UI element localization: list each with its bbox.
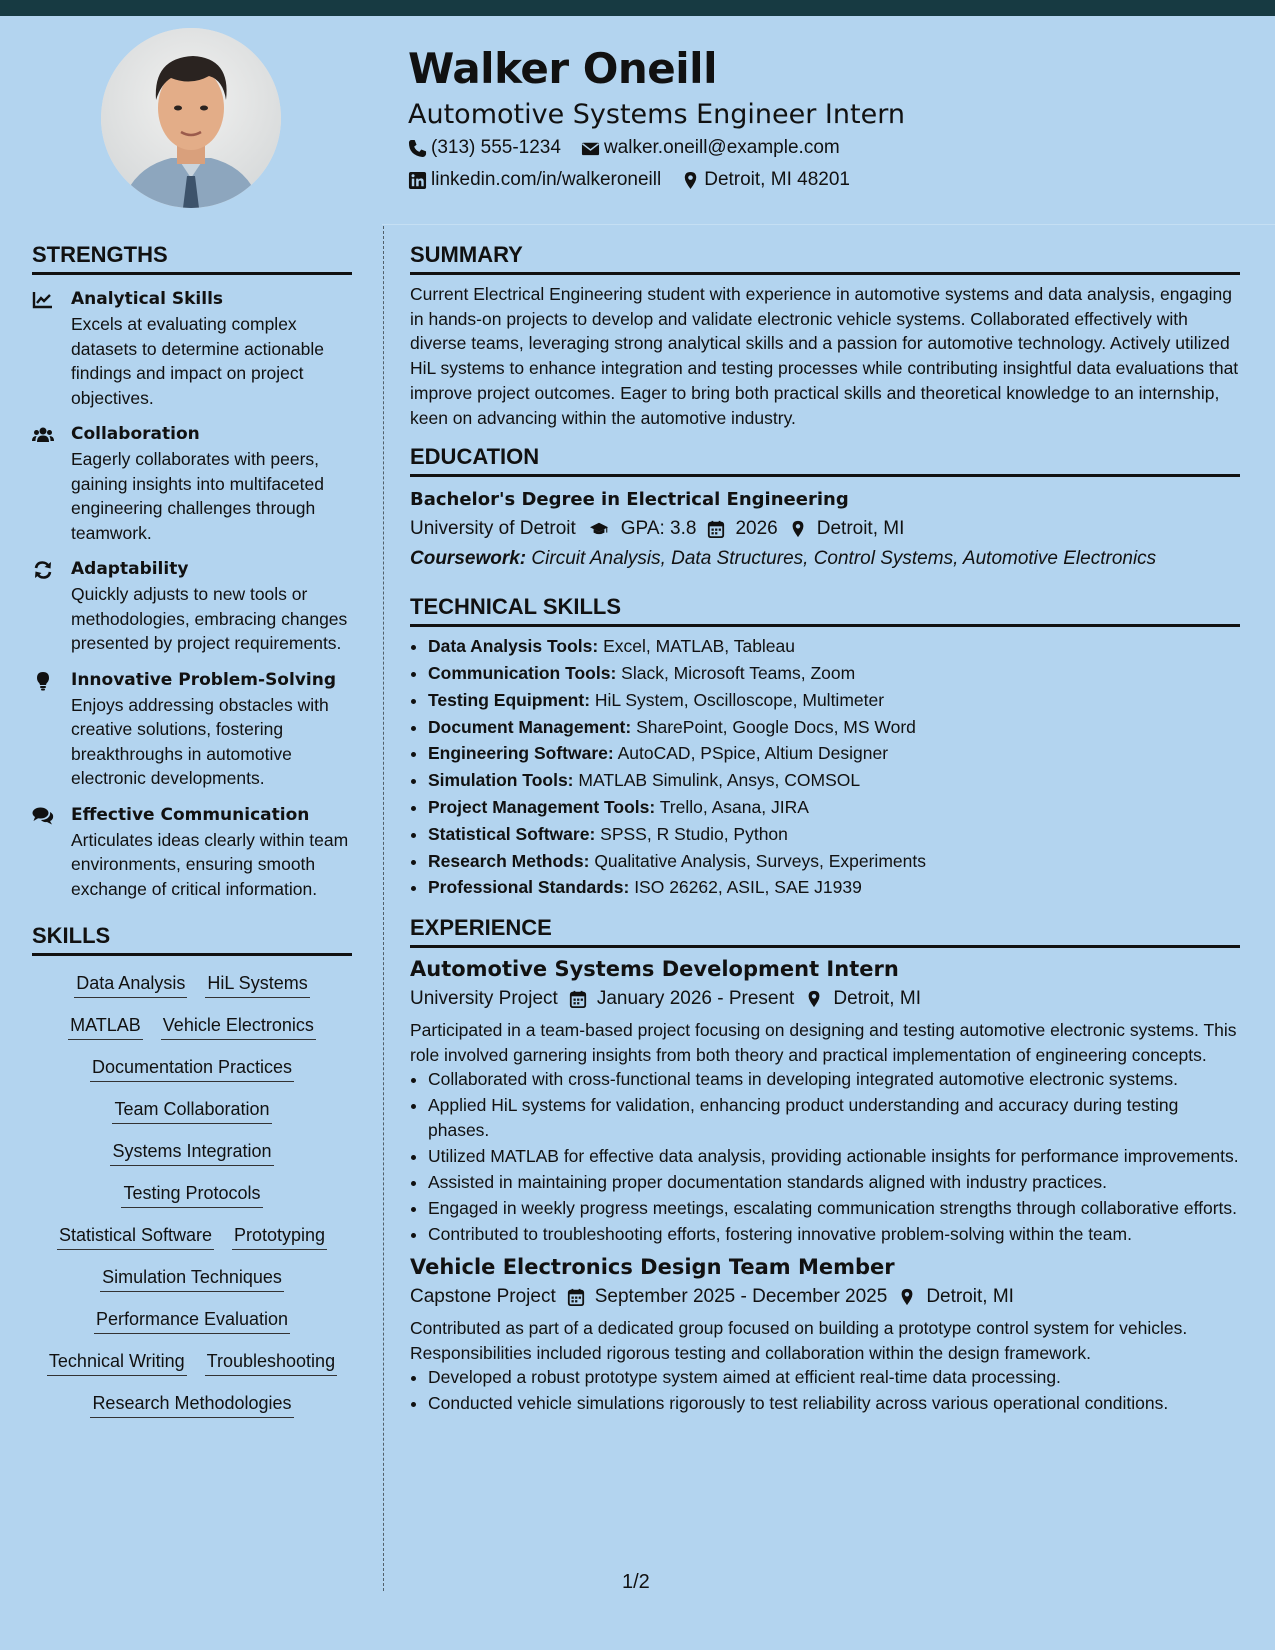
- list-item: [428, 660, 1240, 687]
- tech-skill-value: SPSS, R Studio, Python: [600, 823, 788, 844]
- strength-desc: Quickly adjusts to new tools or methodologies, embracing changes presented by project requirements.: [71, 584, 348, 653]
- tech-skill-value: Trello, Asana, JIRA: [659, 797, 809, 817]
- map-marker-icon: [789, 520, 807, 538]
- map-marker-icon: [681, 171, 700, 190]
- email: [581, 132, 840, 164]
- list-item: [428, 740, 1240, 767]
- phone: [408, 132, 561, 164]
- list-item: [428, 633, 1240, 660]
- skill-tag: Documentation Practices: [90, 1054, 294, 1082]
- skill-tag: Technical Writing: [47, 1348, 187, 1376]
- tech-skill-label: Project Management Tools:: [428, 797, 656, 817]
- tech-skill-value: SharePoint, Google Docs, MS Word: [636, 716, 916, 737]
- grad-year: 2026: [735, 518, 778, 540]
- strength-item: [32, 803, 352, 902]
- page-number: 1/2: [622, 1571, 650, 1593]
- calendar-icon: [707, 520, 725, 538]
- tech-skill-value: AutoCAD, PSpice, Altium Designer: [617, 743, 889, 764]
- contact-row-2: [408, 164, 1228, 196]
- skill-tag: Systems Integration: [110, 1138, 273, 1166]
- list-item: • Developed a robust prototype system aimed at efficient real-time data processing.: [428, 1365, 1240, 1390]
- calendar-icon: [567, 1288, 585, 1306]
- tech-skill-label: Research Methods:: [428, 850, 590, 871]
- coursework-list: Circuit Analysis, Data Structures, Control Systems, Automotive Electronics: [531, 548, 1157, 570]
- list-item: [428, 874, 1240, 901]
- skill-tag: Statistical Software: [57, 1222, 214, 1250]
- strength-desc: Eagerly collaborates with peers, gaining insights into multifaceted engineering challenges through teamwork.: [71, 449, 324, 543]
- graduation-cap-icon: [587, 520, 611, 538]
- skill-tag: Data Analysis: [74, 970, 187, 998]
- tech-skill-label: Simulation Tools:: [428, 770, 574, 791]
- strength-title: Effective Communication: [71, 804, 310, 825]
- strengths-heading: STRENGTHS: [32, 240, 352, 275]
- linkedin-link[interactable]: linkedin.com/in/walkeroneill: [431, 169, 662, 190]
- education-heading: EDUCATION: [410, 442, 1240, 477]
- phone-number[interactable]: (313) 555-1234: [431, 137, 561, 158]
- strength-desc: Enjoys addressing obstacles with creative solutions, fostering breakthroughs in automotive electronic developments.: [71, 694, 329, 788]
- school: University of Detroit: [410, 518, 576, 540]
- summary-heading: SUMMARY: [410, 240, 1240, 275]
- strength-item: [32, 287, 352, 410]
- list-item: • Collaborated with cross-functional teams in developing integrated automotive electronic systems.: [428, 1067, 1240, 1092]
- position-title: Vehicle Electronics Design Team Member: [410, 1255, 895, 1280]
- skill-tag: Prototyping: [232, 1222, 327, 1250]
- map-marker-icon: [898, 1288, 916, 1306]
- tech-skill-value: HiL System, Oscilloscope, Multimeter: [594, 689, 885, 710]
- skill-tag: Testing Protocols: [121, 1180, 262, 1208]
- technical-skills-heading: TECHNICAL SKILLS: [410, 592, 1240, 627]
- skill-tag: Vehicle Electronics: [161, 1012, 316, 1040]
- organization: University Project: [410, 988, 558, 1010]
- skill-tag: Team Collaboration: [112, 1096, 271, 1124]
- position-description: Participated in a team-based project focusing on designing and testing automotive electronic systems. This role involved garnering insights from both theory and practical implementation of engineering concepts.: [410, 1020, 1237, 1065]
- tech-skill-value: Qualitative Analysis, Surveys, Experiments: [594, 850, 926, 871]
- comments-icon: [32, 806, 54, 826]
- tech-skill-label: Data Analysis Tools:: [428, 636, 599, 657]
- tech-skill-label: Statistical Software:: [428, 823, 596, 844]
- degree: Bachelor's Degree in Electrical Engineering: [410, 489, 849, 511]
- strength-title: Adaptability: [71, 559, 189, 579]
- header: [408, 40, 1228, 196]
- skills-list: [32, 970, 352, 1418]
- tech-skill-label: Document Management:: [428, 716, 632, 737]
- coursework-label: Coursework:: [410, 548, 527, 570]
- candidate-name: Walker Oneill: [408, 44, 717, 93]
- dates: January 2026 - Present: [596, 988, 795, 1010]
- column-divider: [383, 226, 384, 1591]
- strength-desc: Excels at evaluating complex datasets to determine actionable findings and impact on project objectives.: [71, 314, 324, 408]
- dates: September 2025 - December 2025: [594, 1286, 888, 1308]
- gpa: GPA: 3.8: [620, 518, 697, 540]
- list-item: • Conducted vehicle simulations rigorously to test reliability across various operational conditions.: [428, 1391, 1240, 1416]
- position-bullets: [410, 1365, 1240, 1416]
- lightbulb-icon: [32, 671, 54, 691]
- map-marker-icon: [805, 990, 823, 1008]
- skill-tag: MATLAB: [68, 1012, 143, 1040]
- experience-heading: EXPERIENCE: [410, 913, 1240, 948]
- list-item: • Engaged in weekly progress meetings, escalating communication strengths through collaborative efforts.: [428, 1196, 1240, 1221]
- linkedin-icon: [408, 171, 427, 190]
- education-meta: [410, 514, 1240, 544]
- skill-tag: Troubleshooting: [205, 1348, 337, 1376]
- list-item: [428, 821, 1240, 848]
- tech-skill-label: Communication Tools:: [428, 663, 617, 684]
- location: [681, 164, 850, 196]
- tech-skill-value: Slack, Microsoft Teams, Zoom: [621, 663, 856, 684]
- school-location: Detroit, MI: [816, 518, 905, 540]
- skill-tag: Performance Evaluation: [94, 1306, 290, 1334]
- position-location: Detroit, MI: [833, 988, 921, 1010]
- strength-title: Analytical Skills: [71, 289, 224, 309]
- contact-row-1: [408, 132, 1228, 164]
- technical-skills-list: [410, 633, 1240, 901]
- coursework: [410, 544, 1240, 574]
- chart-line-icon: [32, 290, 54, 310]
- left-column: [32, 240, 352, 1432]
- position-location: Detroit, MI: [926, 1286, 1014, 1308]
- strength-item: [32, 668, 352, 791]
- strength-title: Innovative Problem-Solving: [71, 669, 336, 690]
- position-bullets: [410, 1067, 1240, 1246]
- skill-tag: HiL Systems: [205, 970, 309, 998]
- calendar-icon: [569, 990, 587, 1008]
- email-link[interactable]: walker.oneill@example.com: [603, 137, 840, 158]
- envelope-icon: [581, 139, 600, 158]
- header-divider: [382, 224, 1275, 225]
- tech-skill-label: Engineering Software:: [428, 743, 614, 764]
- users-icon: [32, 425, 54, 445]
- tech-skill-value: Excel, MATLAB, Tableau: [603, 636, 796, 657]
- skill-tag: Simulation Techniques: [100, 1264, 284, 1292]
- right-column: [410, 240, 1240, 1417]
- position-title: Automotive Systems Development Intern: [410, 957, 899, 982]
- tech-skill-value: ISO 26262, ASIL, SAE J1939: [634, 877, 862, 898]
- list-item: [428, 848, 1240, 875]
- list-item: • Assisted in maintaining proper documentation standards aligned with industry practices.: [428, 1170, 1240, 1195]
- location-text: Detroit, MI 48201: [704, 169, 850, 190]
- list-item: [428, 767, 1240, 794]
- top-bar: [0, 0, 1275, 16]
- list-item: • Contributed to troubleshooting efforts, fostering innovative problem-solving within the team.: [428, 1222, 1240, 1247]
- skills-heading: SKILLS: [32, 921, 352, 956]
- job-title: Automotive Systems Engineer Intern: [408, 99, 905, 130]
- tech-skill-value: MATLAB Simulink, Ansys, COMSOL: [578, 770, 861, 791]
- position-meta: [410, 984, 1240, 1014]
- phone-icon: [408, 139, 427, 158]
- strength-title: Collaboration: [71, 424, 200, 444]
- tech-skill-label: Professional Standards:: [428, 877, 630, 898]
- linkedin: [408, 164, 661, 196]
- summary-text: Current Electrical Engineering student with experience in automotive systems and data analysis, engaging in hands-on projects to develop and validate electronic vehicle systems. Collaborated effectively with diverse teams, leveraging strong analytical skills and a passion for automotive technology. Actively utilized HiL systems to enhance integration and testing processes while contributing insightful data evaluations that improve project outcomes. Eager to bring both practical skills and theoretical knowledge to an internship, keen on advancing within the automotive industry.: [410, 284, 1239, 428]
- list-item: [428, 687, 1240, 714]
- position-description: Contributed as part of a dedicated group focused on building a prototype control system for vehicles. Responsibilities included rigorous testing and collaboration within the design framework.: [410, 1318, 1188, 1363]
- list-item: • Utilized MATLAB for effective data analysis, providing actionable insights for performance improvements.: [428, 1144, 1240, 1169]
- strength-item: [32, 422, 352, 545]
- list-item: [428, 714, 1240, 741]
- profile-photo: [101, 28, 281, 208]
- sync-icon: [32, 560, 54, 580]
- list-item: • Applied HiL systems for validation, enhancing product understanding and accuracy during testing phases.: [428, 1093, 1240, 1142]
- strength-item: [32, 557, 352, 656]
- tech-skill-label: Testing Equipment:: [428, 689, 591, 710]
- experience-entry: [410, 1252, 1240, 1416]
- list-item: [428, 794, 1240, 821]
- experience-entry: [410, 954, 1240, 1246]
- position-meta: [410, 1282, 1240, 1312]
- strength-desc: Articulates ideas clearly within team environments, ensuring smooth exchange of critical information.: [71, 829, 349, 899]
- skill-tag: Research Methodologies: [90, 1390, 293, 1418]
- organization: Capstone Project: [410, 1286, 556, 1308]
